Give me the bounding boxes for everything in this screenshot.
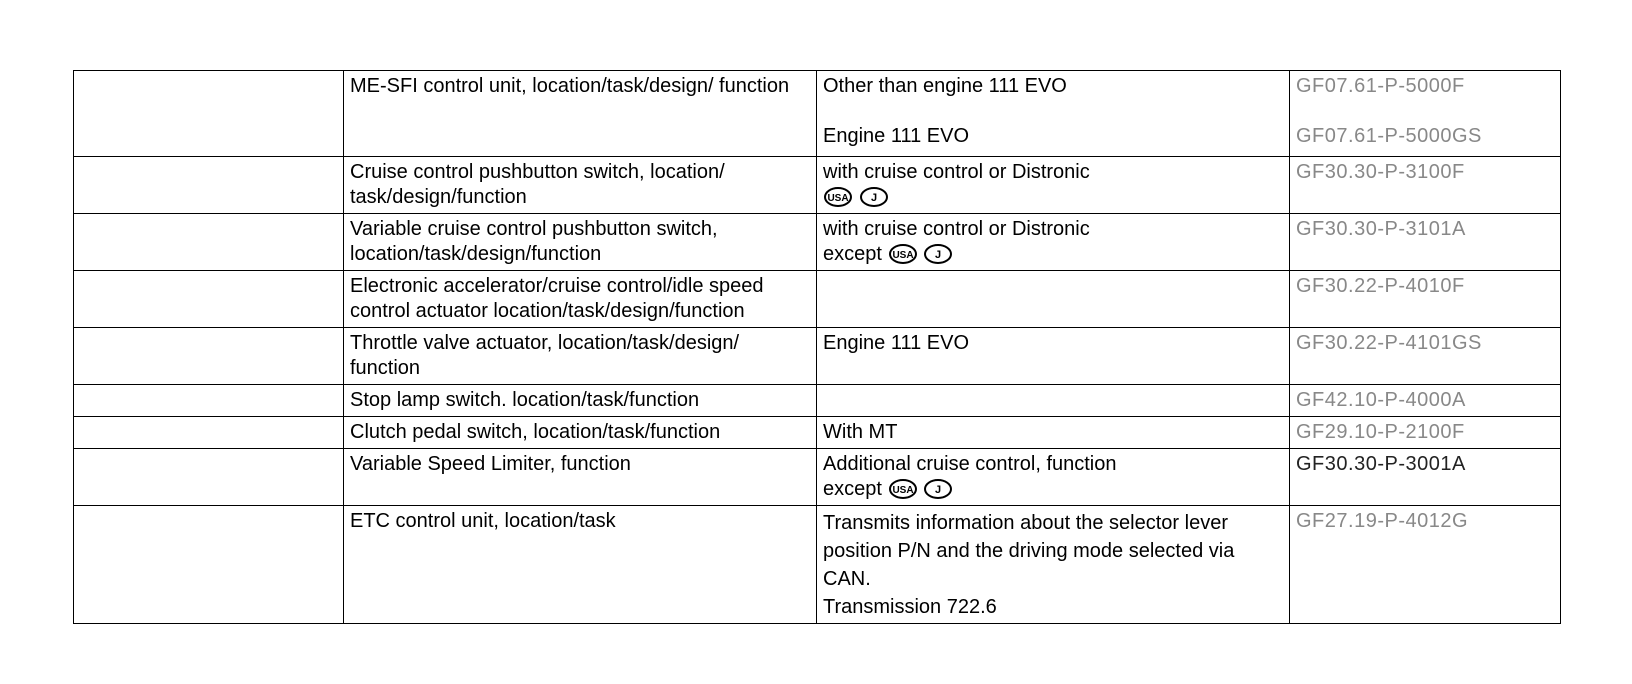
table-row — [74, 417, 1561, 449]
condition-line: Transmits information about the selector lever position P/N and the driving mode selected via CAN. — [823, 512, 1235, 590]
empty-cell — [74, 214, 344, 271]
condition-line: Additional cruise control, function — [823, 453, 1117, 475]
table-row — [74, 157, 1561, 214]
usa-market-icon — [888, 478, 918, 500]
svg-text:J: J — [935, 248, 942, 261]
component-cell: Stop lamp switch. location/task/function — [344, 385, 817, 417]
component-cell: ETC control unit, location/task — [344, 506, 817, 624]
condition-cell — [817, 506, 1290, 624]
component-cell: ME-SFI control unit, location/task/design/ function — [344, 71, 817, 157]
japan-market-icon — [859, 186, 889, 208]
empty-cell — [74, 271, 344, 328]
condition-cell: With MT — [817, 417, 1290, 449]
reference-cell — [1290, 328, 1561, 385]
svg-text:J: J — [870, 191, 877, 204]
component-cell: Cruise control pushbutton switch, location/ task/design/function — [344, 157, 817, 214]
condition-line: Transmission 722.6 — [823, 596, 997, 618]
condition-cell: Engine 111 EVO — [817, 328, 1290, 385]
reference-cell — [1290, 214, 1561, 271]
svg-text:USA: USA — [827, 192, 849, 204]
condition-cell — [817, 157, 1290, 214]
table-row — [74, 271, 1561, 328]
component-cell: Clutch pedal switch, location/task/function — [344, 417, 817, 449]
reference-table — [73, 70, 1561, 624]
reference-link[interactable]: GF30.22-P-4010F — [1296, 275, 1465, 297]
except-label: except — [823, 478, 882, 500]
reference-cell — [1290, 506, 1561, 624]
table-row — [74, 449, 1561, 506]
condition-cell — [817, 271, 1290, 328]
reference-link[interactable]: GF30.30-P-3001A — [1296, 453, 1466, 475]
reference-cell — [1290, 271, 1561, 328]
svg-text:USA: USA — [891, 249, 914, 261]
table-row — [74, 385, 1561, 417]
component-cell: Electronic accelerator/cruise control/idle speed control actuator location/task/design/function — [344, 271, 817, 328]
reference-cell — [1290, 157, 1561, 214]
empty-cell — [74, 449, 344, 506]
reference-cell — [1290, 417, 1561, 449]
component-cell: Variable Speed Limiter, function — [344, 449, 817, 506]
market-icons — [888, 242, 954, 267]
condition-line: with cruise control or Distronic — [823, 218, 1090, 240]
reference-link[interactable]: GF30.30-P-3100F — [1296, 161, 1465, 183]
condition-cell — [817, 385, 1290, 417]
reference-link[interactable]: GF07.61-P-5000F — [1296, 75, 1465, 97]
svg-text:J: J — [935, 483, 942, 496]
reference-cell — [1290, 385, 1561, 417]
except-label: except — [823, 243, 882, 265]
empty-cell — [74, 417, 344, 449]
table-row — [74, 71, 1561, 157]
reference-link[interactable]: GF29.10-P-2100F — [1296, 421, 1465, 443]
table-row — [74, 328, 1561, 385]
empty-cell — [74, 385, 344, 417]
japan-market-icon — [923, 478, 953, 500]
reference-cell — [1290, 449, 1561, 506]
condition-cell — [817, 71, 1290, 157]
table-row — [74, 214, 1561, 271]
component-cell: Throttle valve actuator, location/task/design/ function — [344, 328, 817, 385]
reference-link[interactable]: GF30.30-P-3101A — [1296, 218, 1466, 240]
japan-market-icon — [923, 243, 953, 265]
table-row — [74, 506, 1561, 624]
empty-cell — [74, 71, 344, 157]
reference-link[interactable]: GF30.22-P-4101GS — [1296, 332, 1482, 354]
condition-line: Engine 111 EVO — [823, 125, 970, 147]
reference-link[interactable]: GF42.10-P-4000A — [1296, 389, 1466, 411]
usa-market-icon — [823, 186, 853, 208]
reference-cell — [1290, 71, 1561, 157]
market-icons — [823, 185, 889, 210]
condition-cell — [817, 449, 1290, 506]
reference-link[interactable]: GF07.61-P-5000GS — [1296, 125, 1482, 147]
usa-market-icon — [888, 243, 918, 265]
empty-cell — [74, 506, 344, 624]
condition-line: with cruise control or Distronic — [823, 161, 1090, 183]
svg-text:USA: USA — [891, 484, 914, 496]
empty-cell — [74, 328, 344, 385]
component-cell: Variable cruise control pushbutton switch, location/task/design/function — [344, 214, 817, 271]
condition-line: Other than engine 111 EVO — [823, 75, 1067, 97]
reference-link[interactable]: GF27.19-P-4012G — [1296, 510, 1469, 532]
market-icons — [888, 477, 954, 502]
condition-cell — [817, 214, 1290, 271]
empty-cell — [74, 157, 344, 214]
